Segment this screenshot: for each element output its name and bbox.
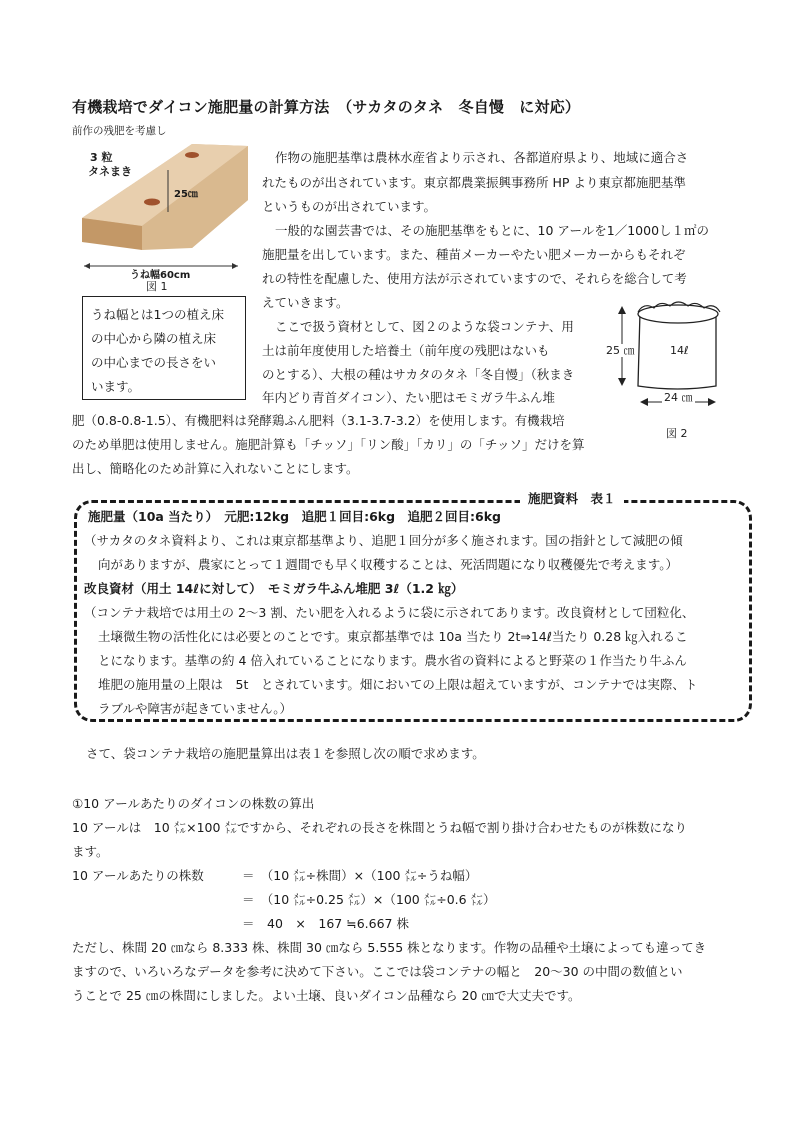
intro-line: さて、袋コンテナ栽培の施肥量算出は表１を参照し次の順で求めます。 xyxy=(86,746,485,761)
table-note-line: ラブルや障害が起きていません。） xyxy=(98,701,293,716)
table-note-line: 堆肥の施用量の上限は 5t とされています。畑においての上限は超えていますが、コンテナでは実際、ト xyxy=(98,677,698,692)
equation-line: ＝ （10 ㍍÷株間）×（100 ㍍÷うね幅） xyxy=(242,868,478,883)
table-note-line: （コンテナ栽培では用土の 2～3 割、たい肥を入れるように袋に示されてあります。改良資材として団粒化、 xyxy=(84,605,695,620)
table-note-line: 土壌微生物の活性化には必要とのことです。東京都基準では 10a 当たり 2t⇒14ℓ当たり 0.28 ㎏入れるこ xyxy=(98,629,688,644)
section-1-note-line: うことで 25 ㎝の株間にしました。よい土壌、良いダイコン品種なら 20 ㎝で大丈夫です。 xyxy=(72,988,581,1003)
container-height-label: 25 ㎝ xyxy=(606,344,635,357)
note-line: うね幅とは1つの植え床 xyxy=(91,307,224,322)
equation-label: 10 アールあたりの株数 xyxy=(72,868,204,883)
figure-1 xyxy=(72,140,248,293)
paragraph-3-line: 土は前年度使用した培養土（前年度の残肥はないも xyxy=(262,343,550,358)
table-label: 施肥資料 表１ xyxy=(520,492,624,506)
table-note-line: とになります。基準の約 4 倍入れていることになります。農水省の資料によると野菜の１作当たり牛ふん xyxy=(98,653,687,668)
note-line: の中心までの長さをい xyxy=(91,355,217,370)
figure-2-caption: 図 2 xyxy=(666,427,688,440)
section-1-note-line: ただし、株間 20 ㎝なら 8.333 株、株間 30 ㎝なら 5.555 株となります。作物の品種や土壌によっても違ってき xyxy=(72,940,707,955)
table-note-line: 向がありますが、農家にとって１週間でも早く収穫することは、死活問題になり収穫優先で考えます。） xyxy=(98,557,679,572)
paragraph-3-line: のため単肥は使用しません。施肥計算も「チッソ」「リン酸」「カリ」の「チッソ」だけを算 xyxy=(72,437,585,452)
seed-count-label: 3 粒 xyxy=(90,151,113,164)
figure-1-caption: 図 1 xyxy=(146,280,168,293)
equation-line: ＝ 40 × 167 ≒6.667 株 xyxy=(242,916,409,931)
bed-width-label: うね幅60cm xyxy=(130,270,191,281)
table-note-line: （サカタのタネ資料より、これは東京都基準より、追肥１回分が多く施されます。国の指針として減肥の傾 xyxy=(84,533,683,548)
seed-sowing-label: タネまき xyxy=(88,165,132,178)
subtitle: 前作の残肥を考慮し xyxy=(72,125,167,137)
paragraph-2-line: えていきます。 xyxy=(262,295,349,310)
figure-2 xyxy=(598,296,738,446)
section-1-line: ます。 xyxy=(72,844,109,859)
section-1-heading: ①10 アールあたりのダイコンの株数の算出 xyxy=(72,796,315,811)
container-volume-label: 14ℓ xyxy=(670,344,689,357)
container-width-label: 24 ㎝ xyxy=(664,391,693,404)
section-1-note-line: ますので、いろいろなデータを参考に決めて下さい。ここでは袋コンテナの幅と 20～30 の中間の数値とい xyxy=(72,964,683,979)
paragraph-3-line: 肥（0.8-0.8-1.5）、有機肥料は発酵鶏ふん肥料（3.1-3.7-3.2）を使用します。有機栽培 xyxy=(72,413,565,428)
paragraph-3-line: 出し、簡略化のため計算に入れないことにします。 xyxy=(72,461,359,476)
equation-line: ＝ （10 ㍍÷0.25 ㍍）×（100 ㍍÷0.6 ㍍） xyxy=(242,892,496,907)
paragraph-2-line: れの特性を配慮した、使用方法が示されていますので、それらを総合して考 xyxy=(262,271,687,286)
bed-width-note-box xyxy=(82,296,246,400)
paragraph-1-line: というものが出されています。 xyxy=(262,199,437,214)
note-line: の中心から隣の植え床 xyxy=(91,331,217,346)
paragraph-1-line: れたものが出されています。東京都農業振興事務所 HP より東京都施肥基準 xyxy=(262,175,686,190)
table-heading-amendment: 改良資材（用土 14ℓに対して） モミガラ牛ふん堆肥 3ℓ（1.2 ㎏） xyxy=(84,581,464,596)
table-heading-fertilizer: 施肥量（10a 当たり） 元肥:12kg 追肥１回目:6kg 追肥２回目:6kg xyxy=(88,509,502,524)
note-line: います。 xyxy=(91,379,141,394)
paragraph-3-line: 年内どり青首ダイコン）、たい肥はモミガラ牛ふん堆 xyxy=(262,390,556,405)
paragraph-3-line: のとする）、大根の種はサカタのタネ「冬自慢」（秋まき xyxy=(262,367,575,382)
page-title: 有機栽培でダイコン施肥量の計算方法 （サカタのタネ 冬自慢 に対応） xyxy=(72,98,581,116)
paragraph-2-line: 一般的な園芸書では、その施肥基準をもとに、10 アールを1／1000し１㎡の xyxy=(275,223,710,238)
paragraph-2-line: 施肥量を出しています。また、種苗メーカーやたい肥メーカーからもそれぞ xyxy=(262,247,686,262)
plant-spacing-label: 25㎝ xyxy=(174,189,198,200)
paragraph-3-line: ここで扱う資材として、図２のような袋コンテナ、用 xyxy=(275,319,574,334)
section-1-line: 10 アールは 10 ㍍×100 ㍍ですから、それぞれの長さを株間とうね幅で割り掛け合わせたものが株数になり xyxy=(72,820,687,835)
paragraph-1-line: 作物の施肥基準は農林水産省より示され、各都道府県より、地域に適合さ xyxy=(275,150,689,165)
